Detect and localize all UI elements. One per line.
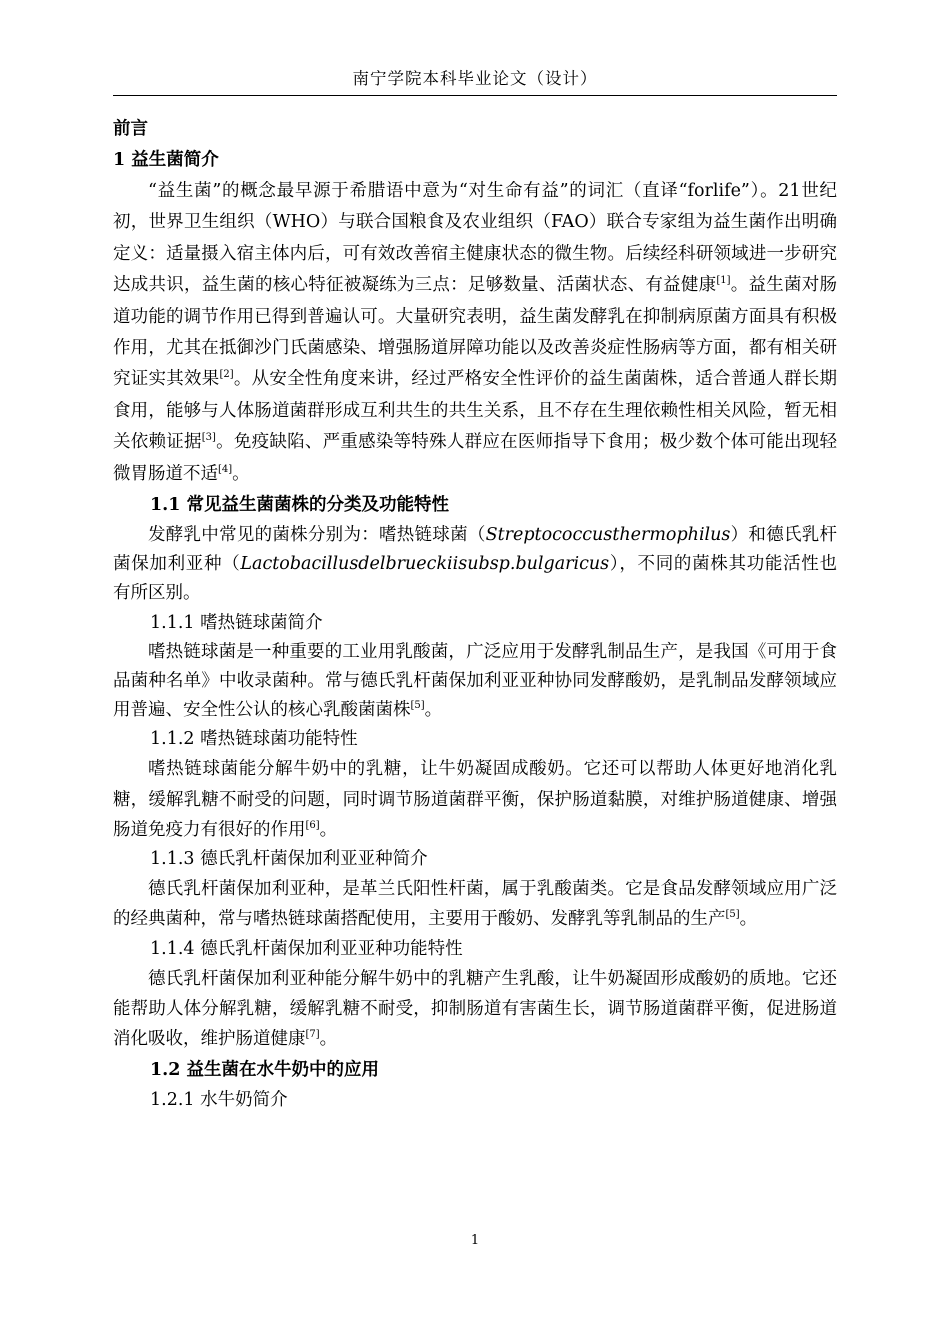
species-name: Streptococcusthermophilus [485, 525, 731, 546]
paragraph-text: ），不同的菌株其功能活性也有所区别。 [113, 554, 838, 604]
heading-section-1-1-4: 1.1.4 德氏乳杆菌保加利亚亚种功能特性 [150, 938, 463, 959]
citation: [4] [218, 463, 233, 475]
paragraph-text: 。从安全性角度来讲，经过严格安全性评价的益生菌菌株，适合普通人群长期食用，能够与人体肠道菌群形成互利共生的共生关系，且不存在生理依赖性相关风险，暂无相关依赖证据 [113, 369, 838, 453]
citation: [2] [219, 369, 234, 381]
page-header [113, 62, 837, 96]
heading-section-1-1: 1.1 常见益生菌菌株的分类及功能特性 [150, 495, 450, 516]
paragraph-text: 。 [319, 1029, 338, 1050]
paragraph-thermophilus-function [113, 754, 837, 845]
paragraph-text: 嗜热链球菌能分解牛奶中的乳糖，让牛奶凝固成酸奶。它还可以帮助人体更好地消化乳糖，缓解乳糖不耐受的问题，同时调节肠道菌群平衡，保护肠道黏膜，对维护肠道健康、增强肠道免疫力有很好的作用 [113, 759, 837, 840]
citation: [6] [305, 819, 320, 831]
heading-section-1: 1 益生菌简介 [113, 150, 219, 170]
paragraph-text: 嗜热链球菌是一种重要的工业用乳酸菌，广泛应用于发酵乳制品生产，是我国《可用于食品菌种名单》中收录菌种。常与德氏乳杆菌保加利亚亚种协同发酵酸奶，是乳制品发酵领域应用普遍、安全性公认的核心乳酸菌菌株 [113, 641, 837, 721]
species-name: Lactobacillusdelbrueckiisubsp.bulgaricus [240, 554, 610, 575]
citation: [7] [305, 1029, 320, 1041]
paragraph-text: 。 [319, 819, 338, 840]
paragraph-text: 。免疫缺陷、严重感染等特殊人群应在医师指导下食用；极少数个体可能出现轻微胃肠道不适 [113, 432, 838, 484]
paragraph-text: 德氏乳杆菌保加利亚种能分解牛奶中的乳糖产生乳酸，让牛奶凝固形成酸奶的质地。它还能帮助人体分解乳糖，缓解乳糖不耐受，抑制肠道有害菌生长，调节肠道菌群平衡，促进肠道消化吸收，维护肠道健康 [113, 968, 837, 1050]
heading-section-1-1-3: 1.1.3 德氏乳杆菌保加利亚亚种简介 [150, 849, 428, 870]
paragraph-thermophilus-intro [113, 638, 837, 726]
paragraph-text: “益生菌”的概念最早源于希腊语中意为“对生命有益”的词汇（直译“forlife”）。21世纪初，世界卫生组织（WHO）与联合国粮食及农业组织（FAO）联合专家组为益生菌作出明确定义：适量摄入宿主体内后，可有效改善宿主健康状态的微生物。后续经科研领域进一步研究达成共识，益生菌的核心特征被凝练为三点：足够数量、活菌状态、有益健康 [113, 181, 837, 296]
paragraph-bulgaricus-function [113, 964, 837, 1055]
paragraph-strain-classes [113, 521, 837, 609]
citation: [5] [725, 909, 740, 921]
document-body [113, 114, 837, 1115]
paragraph-text: 发酵乳中常见的菌株分别为：嗜热链球菌（ [148, 525, 486, 546]
paragraph-text: 。 [232, 463, 250, 484]
citation: [1] [716, 275, 731, 287]
paragraph-text: 德氏乳杆菌保加利亚种，是革兰氏阳性杆菌，属于乳酸菌类。它是食品发酵领域应用广泛的经典菌种，常与嗜热链球菌搭配使用，主要用于酸奶、发酵乳等乳制品的生产 [113, 879, 837, 930]
paragraph-text: 。益生菌对肠道功能的调节作用已得到普遍认可。大量研究表明，益生菌发酵乳在抑制病原菌方面具有积极作用，尤其在抵御沙门氏菌感染、增强肠道屏障功能以及改善炎症性肠病等方面，都有相关研究证实其效果 [113, 275, 838, 390]
citation: [3] [201, 432, 216, 444]
heading-section-1-2-1: 1.2.1 水牛奶简介 [150, 1089, 288, 1110]
paragraph-bulgaricus-intro [113, 874, 837, 935]
citation: [5] [410, 700, 425, 712]
paragraph-text: 。 [424, 700, 443, 721]
heading-section-1-2: 1.2 益生菌在水牛奶中的应用 [150, 1059, 380, 1080]
paragraph-text: 。 [739, 909, 758, 930]
page-number: 1 [470, 1233, 480, 1248]
heading-section-1-1-1: 1.1.1 嗜热链球菌简介 [150, 612, 323, 633]
heading-section-1-1-2: 1.1.2 嗜热链球菌功能特性 [150, 729, 358, 750]
paragraph-text: ）和德氏乳杆菌保加利亚种（ [113, 525, 838, 575]
heading-preface: 前言 [113, 119, 148, 139]
paragraph-probiotic-intro [113, 176, 837, 490]
header-title: 南宁学院本科毕业论文（设计） [352, 69, 598, 88]
